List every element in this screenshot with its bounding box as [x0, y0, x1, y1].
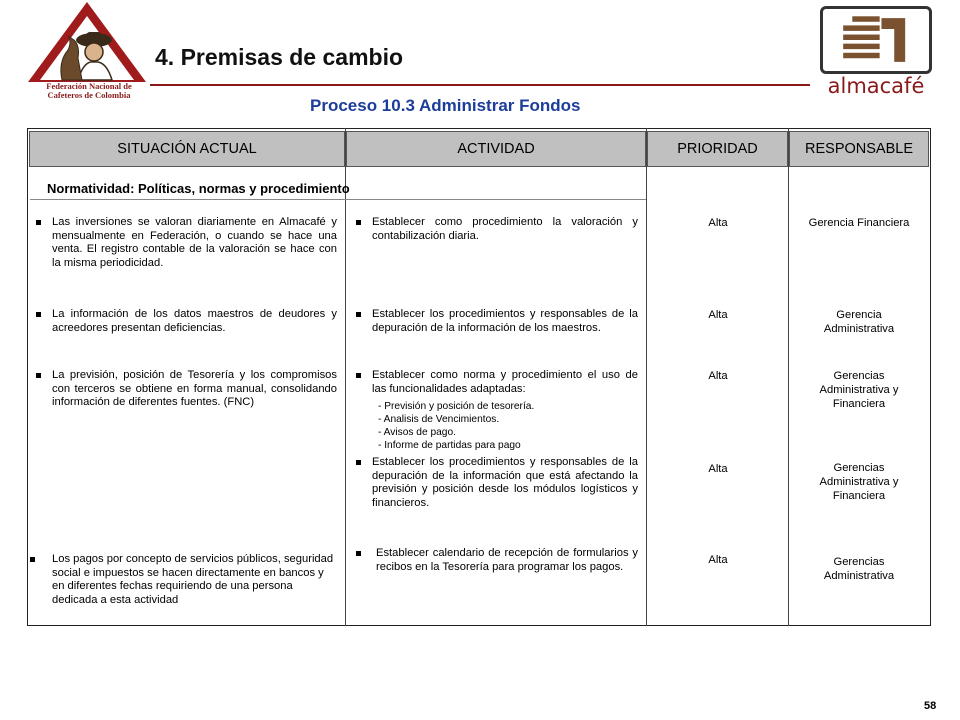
- bullet-icon: [356, 551, 361, 556]
- row1-actividad: [372, 216, 638, 243]
- row3-actividad-text: Establecer como norma y procedimiento el uso de las funcionalidades adaptadas:: [372, 369, 638, 395]
- row3-subitem-3: - Avisos de pago.: [378, 427, 456, 438]
- column-header-actividad: ACTIVIDAD: [346, 131, 646, 167]
- row3-situacion: [52, 369, 337, 410]
- federacion-name-line2: Cafeteros de Colombia: [47, 90, 131, 100]
- row5-situacion: [52, 553, 337, 607]
- header-divider: [150, 84, 810, 86]
- bullet-icon: [356, 460, 361, 465]
- almacafe-wordmark: almacafé: [827, 74, 925, 98]
- row2-actividad: [372, 308, 638, 335]
- section-heading: Normatividad: Políticas, normas y procedimiento: [47, 181, 350, 196]
- column-header-situacion: SITUACIÓN ACTUAL: [29, 131, 345, 167]
- federacion-name-line1: Federación Nacional de: [46, 81, 132, 91]
- bullet-icon: [356, 220, 361, 225]
- row5-situacion-text: Los pagos por concepto de servicios públicos, seguridad social e impuestos se hacen directamente en bancos y en diferentes fechas requiriendo de una persona dedicada a esta actividad: [52, 553, 334, 606]
- row1-prioridad: Alta: [708, 217, 728, 229]
- row1-situacion: [52, 216, 337, 270]
- bullet-icon: [36, 220, 41, 225]
- row4-actividad-text: Establecer los procedimientos y responsables de la depuración de la información que está afectando la previsión y posición desde los módulos logísticos y financieros.: [372, 456, 638, 509]
- bullet-icon: [356, 312, 361, 317]
- row3-subitem-1: - Previsión y posición de tesorería.: [378, 401, 535, 412]
- page-title: 4. Premisas de cambio: [155, 44, 404, 70]
- bullet-icon: [30, 557, 35, 562]
- row4-responsable: Gerencias Administrativa y Financiera: [819, 462, 899, 502]
- bullet-icon: [356, 373, 361, 378]
- page-subtitle: Proceso 10.3 Administrar Fondos: [310, 96, 581, 115]
- row5-prioridad: Alta: [708, 554, 728, 566]
- row5-responsable: Gerencias Administrativa: [823, 556, 895, 582]
- column-header-prioridad: PRIORIDAD: [647, 131, 788, 167]
- row1-actividad-text: Establecer como procedimiento la valoración y contabilización diaria.: [372, 216, 638, 242]
- row4-actividad: [372, 456, 638, 510]
- row3-subitem-2: - Analisis de Vencimientos.: [378, 414, 500, 425]
- page-number: 58: [924, 700, 937, 712]
- column-divider-3: [788, 128, 789, 626]
- row3-situacion-text: La previsión, posición de Tesorería y los compromisos con terceros se obtiene en forma manual, consolidando información de diferentes fuentes. (FNC): [52, 369, 337, 409]
- row2-situacion-text: La información de los datos maestros de deudores y acreedores presentan deficiencias.: [52, 308, 337, 334]
- row3-prioridad: Alta: [708, 370, 728, 382]
- row2-prioridad: Alta: [708, 309, 728, 321]
- section-divider: [30, 199, 646, 200]
- row2-responsable: Gerencia Administrativa: [823, 309, 895, 335]
- row3-subitem-4: - Informe de partidas para pago: [378, 440, 521, 451]
- federacion-name: [30, 82, 148, 100]
- row3-actividad: [372, 369, 638, 396]
- almacafe-logo: [820, 6, 932, 74]
- row5-actividad: [376, 547, 638, 574]
- row2-situacion: [52, 308, 337, 335]
- column-divider-1: [345, 128, 346, 626]
- column-header-responsable: RESPONSABLE: [789, 131, 929, 167]
- row4-prioridad: Alta: [708, 463, 728, 475]
- row5-actividad-text: Establecer calendario de recepción de formularios y recibos en la Tesorería para programar los pagos.: [376, 547, 638, 573]
- row1-responsable: Gerencia Financiera: [808, 217, 910, 229]
- row2-actividad-text: Establecer los procedimientos y responsables de la depuración de la información de los maestros.: [372, 308, 638, 334]
- bullet-icon: [36, 373, 41, 378]
- column-divider-2: [646, 128, 647, 626]
- row1-situacion-text: Las inversiones se valoran diariamente en Almacafé y mensualmente en Federación, o cuando se hace una venta. El registro contable de la valoración se hace con la misma periodicidad.: [52, 216, 337, 269]
- row3-responsable: Gerencias Administrativa y Financiera: [819, 370, 899, 410]
- bullet-icon: [36, 312, 41, 317]
